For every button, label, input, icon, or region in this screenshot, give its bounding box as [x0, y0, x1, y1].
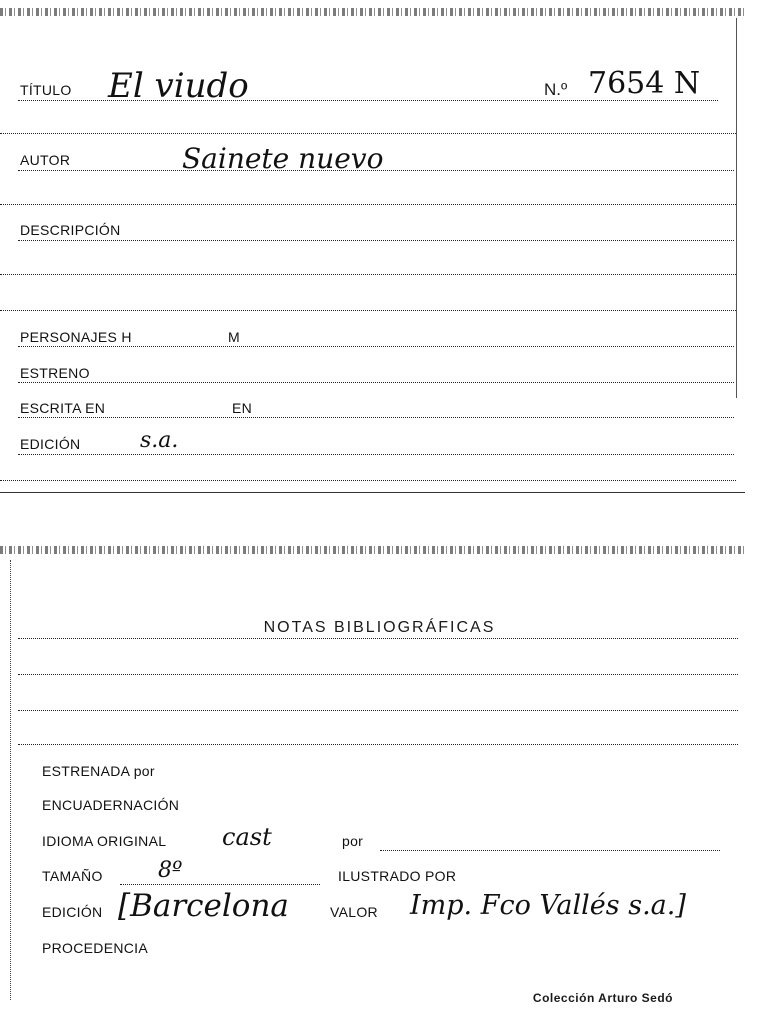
numero-value: 7654 N	[588, 66, 701, 101]
procedencia-label: PROCEDENCIA	[42, 940, 148, 956]
card-right-edge	[734, 18, 737, 398]
bottom-edicion-value: [Barcelona	[118, 888, 289, 924]
estreno-label: ESTRENO	[20, 365, 90, 381]
autor-label: AUTOR	[20, 152, 71, 168]
tamano-line	[120, 884, 320, 885]
idioma-label: IDIOMA ORIGINAL	[42, 833, 167, 849]
edicion-value: s.a.	[140, 428, 179, 453]
tamano-label: TAMAÑO	[42, 868, 103, 884]
card-top-torn-edge	[0, 546, 745, 554]
notas-bibliograficas-title: NOTAS BIBLIOGRÁFICAS	[263, 619, 496, 636]
notas-line-4	[18, 744, 738, 745]
rule-line	[0, 204, 736, 205]
collection-credit: Colección Arturo Sedó	[532, 991, 673, 1005]
edicion-line	[18, 454, 734, 455]
idioma-value: cast	[222, 823, 272, 851]
escrita-en-label: ESCRITA EN	[20, 400, 106, 416]
por-line	[380, 850, 720, 851]
top-index-card	[0, 0, 759, 500]
valor-value: Imp. Fco Vallés s.a.]	[410, 890, 686, 921]
numero-label: N.º	[544, 80, 568, 99]
titulo-line	[18, 100, 718, 101]
autor-line	[18, 170, 734, 171]
escrita-line	[18, 417, 734, 418]
descripcion-line-2	[0, 274, 736, 275]
autor-value: Sainete nuevo	[182, 142, 384, 175]
rule-line	[0, 133, 736, 134]
card-separator	[0, 492, 745, 493]
edicion-label: EDICIÓN	[20, 436, 81, 452]
encuadernacion-label: ENCUADERNACIÓN	[42, 797, 180, 813]
personajes-label: PERSONAJES H	[20, 329, 132, 345]
card-top-torn-edge	[0, 8, 745, 16]
personajes-line	[18, 346, 734, 347]
notas-line-2	[18, 674, 738, 675]
tamano-value: 8º	[158, 858, 183, 883]
titulo-label: TÍTULO	[20, 82, 72, 98]
descripcion-line-3	[0, 310, 736, 311]
estreno-line	[18, 382, 734, 383]
notas-line-3	[18, 710, 738, 711]
ilustrado-label: ILUSTRADO POR	[338, 868, 457, 884]
rule-line	[0, 480, 736, 481]
titulo-value: El viudo	[108, 66, 249, 106]
descripcion-label: DESCRIPCIÓN	[20, 222, 121, 238]
descripcion-line-1	[18, 240, 734, 241]
por-label: por	[342, 833, 364, 849]
bottom-index-card	[0, 540, 759, 1028]
valor-label: VALOR	[330, 904, 378, 920]
estrenada-label: ESTRENADA por	[42, 763, 155, 779]
notas-line-1	[18, 638, 738, 639]
m-label: M	[228, 329, 240, 345]
en-label: EN	[232, 400, 253, 416]
bottom-edicion-label: EDICIÓN	[42, 904, 103, 920]
